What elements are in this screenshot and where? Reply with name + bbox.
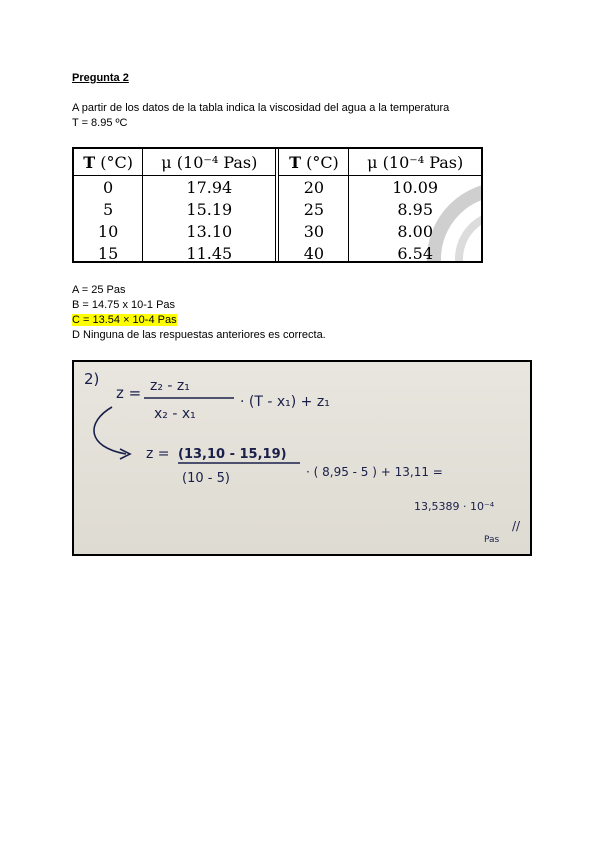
hw-sub-num: (13,10 - 15,19) <box>178 447 287 462</box>
option-d: D Ninguna de las respuestas anteriores es correcta. <box>72 329 326 341</box>
table-row <box>74 198 481 220</box>
option-a: A = 25 Pas <box>72 284 126 296</box>
viscosity-table <box>72 147 483 263</box>
cell-mu2: 6.54 <box>397 243 433 263</box>
hw-result: 13,5389 · 10⁻⁴ <box>414 500 495 513</box>
cell-mu2: 8.00 <box>397 221 433 241</box>
cell-mu2: 10.09 <box>392 177 439 197</box>
hw-sub-rhs: · ( 8,95 - 5 ) + 13,11 = <box>306 465 443 479</box>
question-prompt-line-2: T = 8.95 ºC <box>72 117 128 129</box>
question-title: Pregunta 2 <box>72 72 129 84</box>
cell-mu1: 15.19 <box>143 198 278 220</box>
cell-t1: 10 <box>74 220 143 242</box>
header-temperature-1: T (°C) <box>74 149 143 176</box>
cell-t1: 15 <box>74 242 143 263</box>
header-temperature-2: T (°C) <box>277 149 348 176</box>
cell-t2: 40 <box>277 242 348 263</box>
hw-formula-rhs: · (T - x₁) + z₁ <box>240 394 330 410</box>
cell-t2: 30 <box>277 220 348 242</box>
cell-t2: 25 <box>277 198 348 220</box>
cell-t2: 20 <box>277 176 348 199</box>
cell-t1: 5 <box>74 198 143 220</box>
table-row <box>74 242 481 263</box>
option-c: C = 13.54 × 10-4 Pas <box>72 314 177 326</box>
hw-sub-den: (10 - 5) <box>182 471 230 486</box>
cell-mu1: 13.10 <box>143 220 278 242</box>
hw-formula-den: x₂ - x₁ <box>154 406 196 422</box>
hw-formula-lhs: z = <box>116 384 142 402</box>
table-row <box>74 220 481 242</box>
cell-mu2: 8.95 <box>397 199 433 219</box>
hw-label: 2) <box>84 370 100 388</box>
hw-sub-lhs: z = <box>146 446 170 462</box>
option-c-wrapper <box>72 314 177 326</box>
table-header-row <box>74 149 481 176</box>
header-viscosity-1: μ (10⁻⁴ Pas) <box>143 149 278 176</box>
cell-mu1: 17.94 <box>143 176 278 199</box>
hw-mark: // <box>512 519 521 533</box>
handwritten-solution-photo <box>72 360 532 556</box>
option-b: B = 14.75 x 10-1 Pas <box>72 299 176 311</box>
cell-mu1: 11.45 <box>143 242 278 263</box>
cell-t1: 0 <box>74 176 143 199</box>
hw-unit: Pas <box>484 535 500 545</box>
question-prompt-line-1: A partir de los datos de la tabla indica la viscosidad del agua a la temperatura <box>72 102 450 114</box>
handwriting-canvas <box>74 362 532 556</box>
hw-formula-num: z₂ - z₁ <box>150 378 190 394</box>
hw-arrow <box>94 407 126 454</box>
table-row <box>74 176 481 199</box>
header-viscosity-2: μ (10⁻⁴ Pas) <box>349 149 481 176</box>
